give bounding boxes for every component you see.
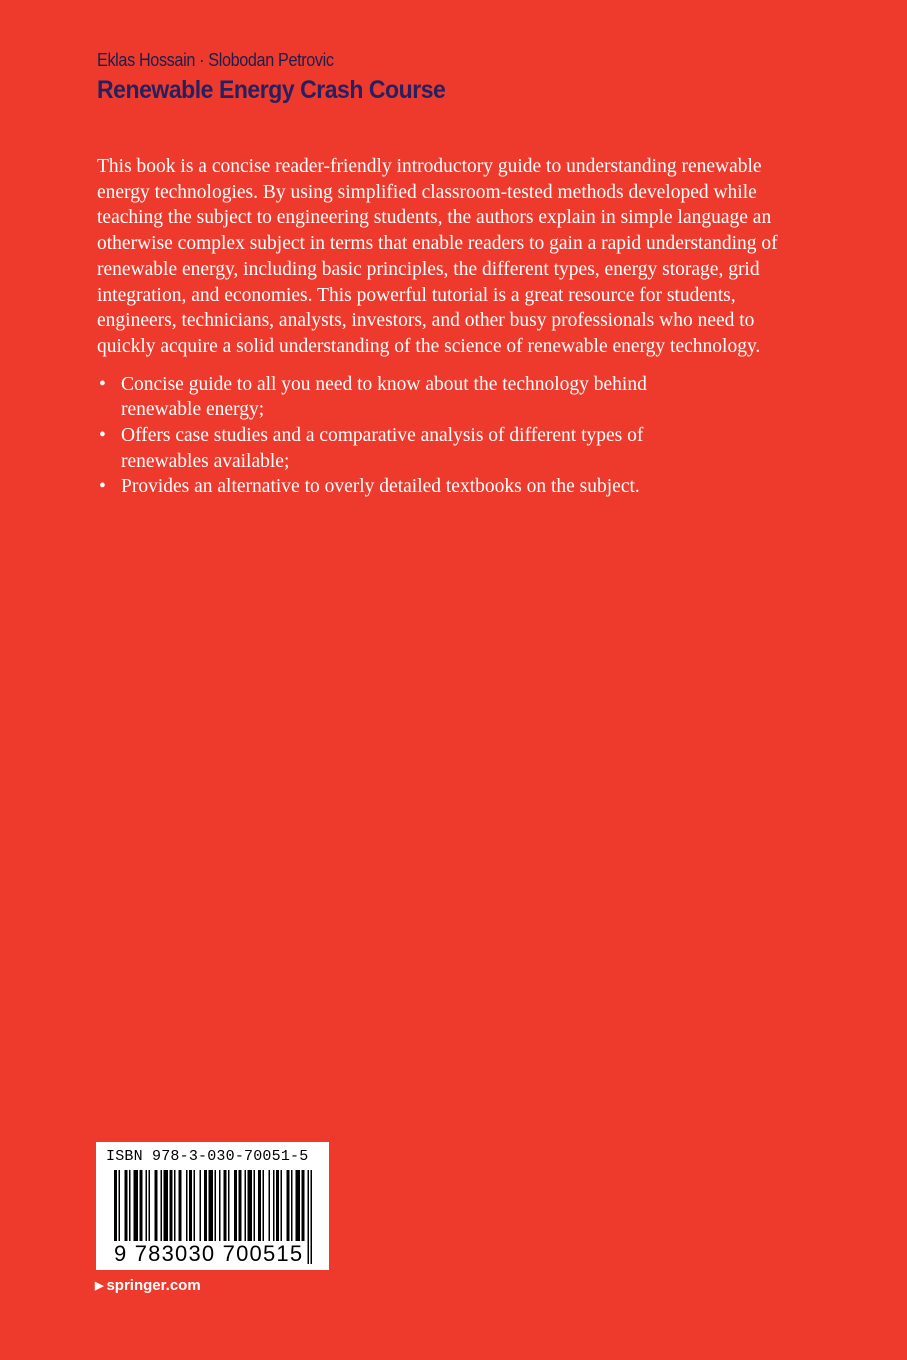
authors-line: Eklas Hossain · Slobodan Petrovic <box>97 50 334 70</box>
isbn-number: ISBN 978-3-030-70051-5 <box>106 1148 309 1165</box>
barcode-bar <box>311 1170 313 1264</box>
arrow-right-icon: ▶ <box>95 1280 104 1292</box>
list-item-text: Concise guide to all you need to know about the technology behind renewable energy; <box>121 373 647 421</box>
barcode-box <box>96 1142 329 1270</box>
list-item <box>97 474 741 500</box>
bullet-icon: • <box>99 476 106 498</box>
springer-link[interactable] <box>95 1277 201 1294</box>
list-item <box>97 423 681 474</box>
book-title: Renewable Energy Crash Course <box>97 76 446 104</box>
back-cover-blurb <box>97 154 809 500</box>
feature-list <box>97 372 809 501</box>
bullet-icon: • <box>99 373 106 395</box>
list-item <box>97 372 681 423</box>
book-description: This book is a concise reader-friendly introductory guide to understanding renewable energy technologies. By using simplified classroom-tested methods developed while teaching the subject to engineering students, the authors explain in simple language an otherwise complex subject in terms that enable readers to gain a rapid understanding of renewable energy, including basic principles, the different types, energy storage, grid integration, and economies. This powerful tutorial is a great resource for students, engineers, technicians, analysts, investors, and other busy professionals who need to quickly acquire a solid understanding of the science of renewable energy technology. <box>97 156 778 357</box>
barcode-bar <box>308 1170 310 1264</box>
list-item-text: Provides an alternative to overly detailed textbooks on the subject. <box>121 476 640 498</box>
barcode-digits: 9 783030 700515 <box>114 1241 304 1266</box>
springer-link-text: springer.com <box>106 1277 201 1294</box>
list-item-text: Offers case studies and a comparative analysis of different types of renewables available; <box>121 425 644 472</box>
bullet-icon: • <box>99 425 106 447</box>
